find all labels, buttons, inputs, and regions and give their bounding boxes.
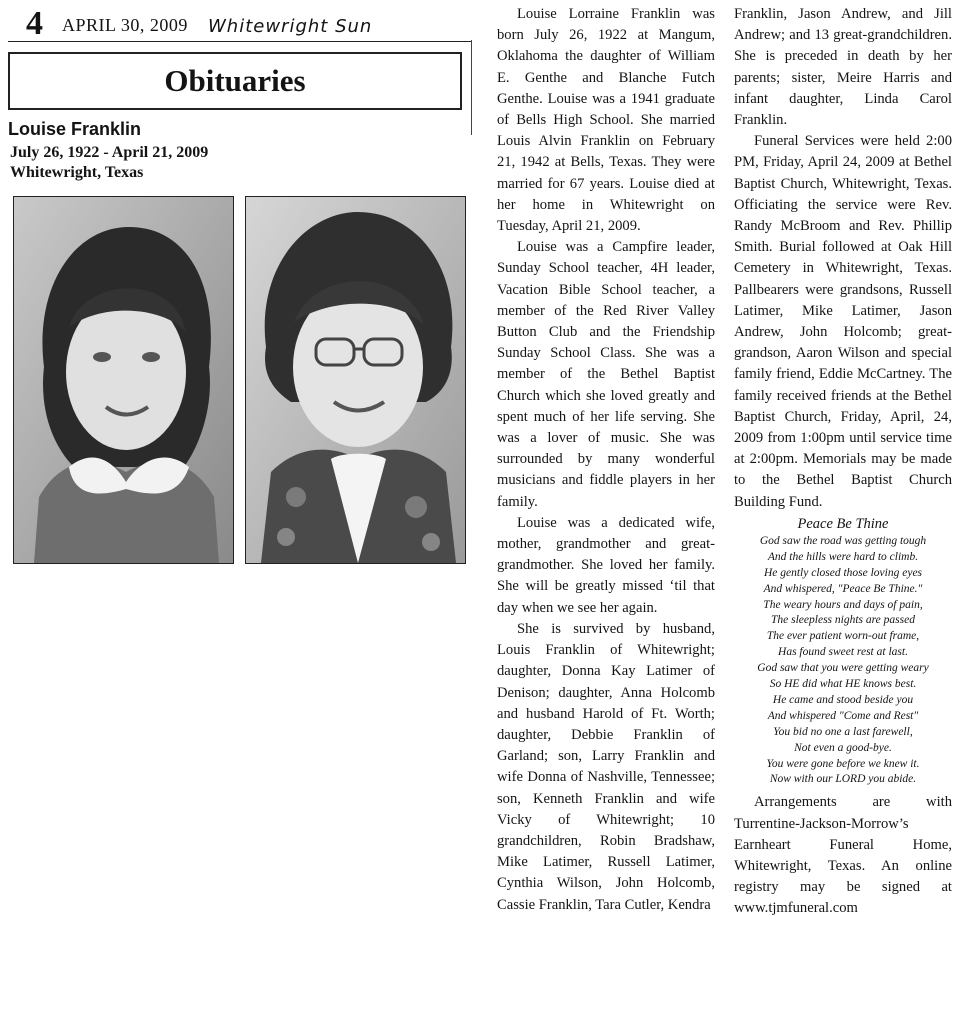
poem-line: And whispered, "Peace Be Thine." bbox=[763, 582, 923, 595]
paragraph-arrangements: Arrangements are with Turrentine-Jackson-Morrow’s Earnheart Funeral Home, Whitewright, Texas. An online registry may be signed at www.tjmfuneral.com bbox=[734, 794, 952, 917]
poem-line: God saw that you were getting weary bbox=[757, 662, 929, 675]
poem-line: The sleepless nights are passed bbox=[771, 614, 915, 627]
poem-line: So HE did what HE knows best. bbox=[769, 678, 917, 691]
paragraph-survivors-cont: Franklin, Jason Andrew, and Jill Andrew; and 13 great-grandchildren. She is preceded in death by her parents; sister, Meire Harris and infant daughter, Linda Carol Franklin. bbox=[734, 6, 952, 129]
poem-line: You were gone before we knew it. bbox=[766, 757, 920, 770]
page-number: 4 bbox=[26, 5, 43, 42]
paragraph-services: Funeral Services were held 2:00 PM, Friday, April 24, 2009 at Bethel Baptist Church, Whitewright, Texas. Officiating the service were Rev. Randy McBroom and Rev. Phillip Smith. Burial followed at Oak Hill Cemetery in Whitewright, Texas. Pallbearers were grandsons, Russell Latimer, Mike Latimer, Jason Andrew, John Holcomb; great-grandson, Aaron Wilson and special family friend, Eddie McCartney. The family received friends at the Bethel Baptist Church, Friday, April, 24, 2009 from 1:00pm until service time at 2:00pm. Memorials may be made to the Bethel Baptist Church Building Fund. bbox=[734, 133, 952, 510]
column-divider bbox=[471, 40, 472, 135]
older-portrait-image bbox=[246, 197, 465, 563]
poem-line: He came and stood beside you bbox=[772, 693, 914, 706]
paragraph-birth: Louise Lorraine Franklin was born July 26, 1922 at Mangum, Oklahoma the daughter of William E. Genthe and Blanche Futch Genthe. Louise was a 1941 graduate of Bells High School. She married Louis Alvin Franklin on February 21, 1942 at Bells, Texas. They were married for 67 years. Louise died at her home in Whitewright on Tuesday, April 21, 2009. bbox=[497, 6, 715, 235]
young-portrait-image bbox=[14, 197, 233, 563]
poem-line: And whispered "Come and Rest" bbox=[767, 709, 919, 722]
issue-date: APRIL 30, 2009 bbox=[62, 15, 188, 35]
young-portrait-photo bbox=[13, 196, 234, 564]
masthead-rule bbox=[8, 41, 472, 42]
poem-line: The ever patient worn-out frame, bbox=[766, 630, 920, 643]
deceased-name: Louise Franklin bbox=[8, 119, 142, 139]
paragraph-family: Louise was a dedicated wife, mother, grandmother and great-grandmother. She loved her family. She will be greatly missed ‘til that day when we see her again. bbox=[497, 514, 715, 616]
poem-line: Has found sweet rest at last. bbox=[778, 646, 908, 659]
poem-line: Now with our LORD you abide. bbox=[769, 773, 917, 786]
page-masthead bbox=[10, 6, 472, 42]
poem-title: Peace Be Thine bbox=[797, 515, 889, 532]
poem bbox=[734, 514, 952, 789]
newspaper-name: Whitewright Sun bbox=[208, 16, 373, 37]
hometown: Whitewright, Texas bbox=[10, 164, 144, 181]
obituary-column-2 bbox=[734, 4, 952, 920]
poem-line: And the hills were hard to climb. bbox=[767, 550, 919, 563]
section-title: Obituaries bbox=[164, 63, 306, 98]
paragraph-survivors: She is survived by husband, Louis Franklin of Whitewright; daughter, Donna Kay Latimer of Denison; daughter, Anna Holcomb and husband Harold of Ft. Worth; daughter, Debbie Franklin of Garland; son, Larry Franklin and wife Donna of Nashville, Tennessee; son, Kenneth Franklin and wife Vicky of Whitewright; 10 grandchildren, Robin Bradshaw, Mike Latimer, Russell Latimer, Cynthia Wilson, John Holcomb, Cassie Franklin, Tara Cutler, Kendra bbox=[497, 620, 715, 913]
paragraph-activities: Louise was a Campfire leader, Sunday School teacher, 4H leader, Vacation Bible School teacher, a member of the Red River Valley Button Club and the Friendship Sunday School Class. She was a member of the Bethel Baptist Church which she loved greatly and spent much of her life serving. She was a lover of music. She was surrounded by many wonderful musicians and fiddle players in her family. bbox=[497, 239, 715, 510]
poem-line: God saw the road was getting tough bbox=[759, 534, 927, 547]
section-banner bbox=[8, 52, 462, 110]
poem-line: Not even a good-bye. bbox=[794, 741, 892, 754]
older-portrait-photo bbox=[245, 196, 466, 564]
life-dates: July 26, 1922 - April 21, 2009 bbox=[10, 144, 209, 161]
poem-line: The weary hours and days of pain, bbox=[763, 598, 923, 611]
poem-line: He gently closed those loving eyes bbox=[763, 566, 923, 579]
poem-line: You bid no one a last farewell, bbox=[773, 725, 913, 738]
obituary-column-1 bbox=[497, 4, 715, 916]
